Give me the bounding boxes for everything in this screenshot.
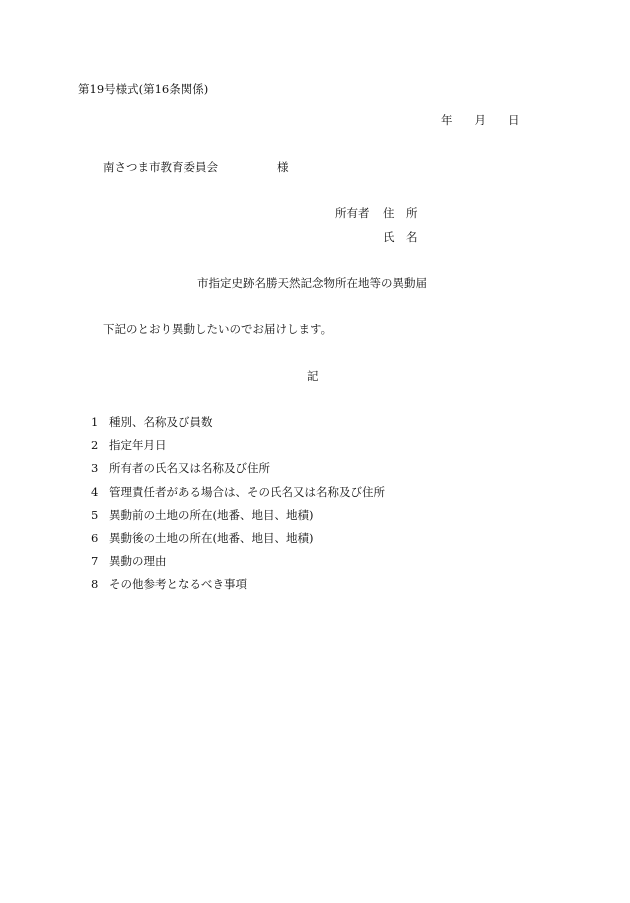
list-item — [91, 440, 385, 463]
owner-address-label: 住 所 — [383, 206, 418, 220]
list-item — [91, 579, 385, 602]
item-text: その他参考となるべき事項 — [109, 577, 247, 592]
list-item — [91, 507, 385, 533]
item-number: 3 — [91, 461, 99, 476]
item-text: 所有者の氏名又は名称及び住所 — [109, 461, 270, 476]
item-number: 6 — [91, 530, 99, 545]
item-text: 種別、名称及び員数 — [109, 415, 213, 429]
item-text: 管理責任者がある場合は、その氏名又は名称及び住所 — [109, 484, 385, 499]
intro-text: 下記のとおり異動したいのでお届けします。 — [103, 322, 333, 336]
list-item — [91, 463, 385, 486]
document-title: 市指定史跡名勝天然記念物所在地等の異動届 — [197, 276, 427, 290]
item-number: 1 — [91, 415, 99, 429]
date-year: 年 — [441, 113, 453, 127]
list-item — [91, 417, 385, 440]
owner-name-label: 氏 名 — [383, 230, 418, 244]
item-number: 7 — [91, 554, 99, 569]
date-line — [441, 115, 520, 127]
item-number: 2 — [91, 438, 99, 453]
item-text: 異動前の土地の所在(地番、地目、地積) — [109, 507, 314, 522]
date-month: 月 — [474, 113, 486, 127]
form-number: 第19号様式(第16条関係) — [78, 82, 209, 96]
item-number: 5 — [91, 507, 99, 522]
list-item — [91, 556, 385, 579]
ki-heading: 記 — [307, 369, 319, 383]
item-text: 異動後の土地の所在(地番、地目、地積) — [109, 530, 314, 545]
item-text: 異動の理由 — [109, 554, 167, 569]
date-day: 日 — [508, 113, 520, 127]
honorific: 様 — [277, 160, 289, 174]
owner-role: 所有者 — [335, 206, 370, 220]
item-number: 4 — [91, 484, 99, 499]
item-number: 8 — [91, 577, 99, 592]
item-list — [91, 417, 385, 603]
addressee: 南さつま市教育委員会 — [103, 160, 218, 174]
list-item — [91, 484, 385, 510]
item-text: 指定年月日 — [109, 438, 167, 453]
list-item — [91, 530, 385, 556]
